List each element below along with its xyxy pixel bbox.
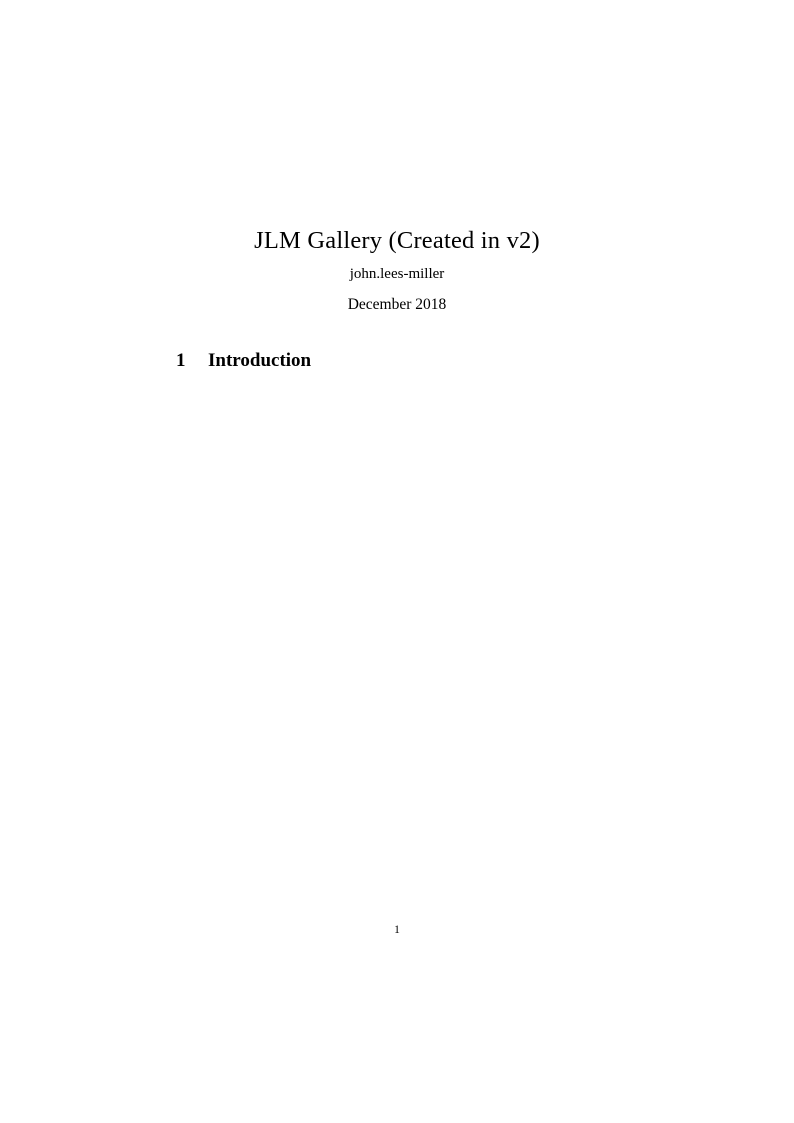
page-number: 1 — [394, 924, 400, 936]
document-date: December 2018 — [347, 296, 447, 313]
section-title: Introduction — [208, 350, 312, 371]
section-number: 1 — [176, 350, 186, 371]
section-heading-introduction — [176, 350, 311, 372]
document-author: john.lees-miller — [349, 266, 445, 282]
document-title: JLM Gallery (Created in v2) — [254, 227, 540, 255]
